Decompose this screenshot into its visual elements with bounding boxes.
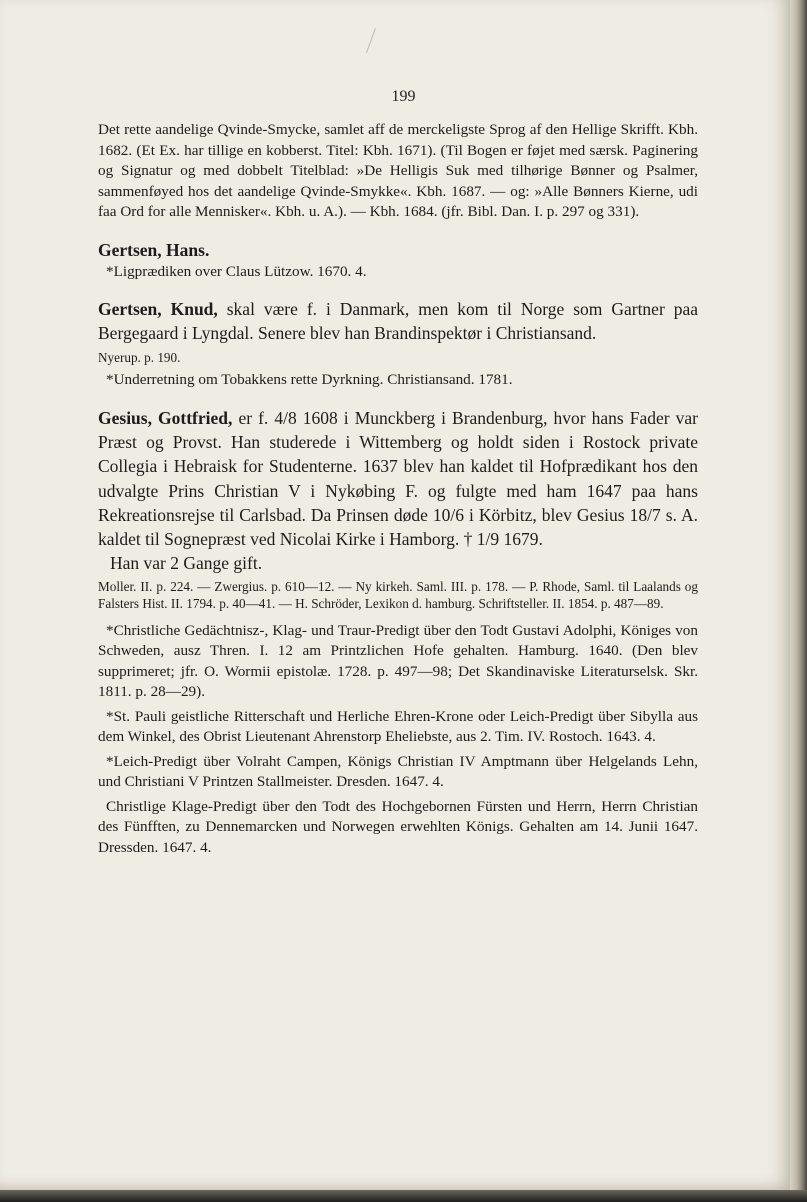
entry-heading: [98, 297, 698, 345]
entry-name: Gesius, Gottfried,: [98, 407, 233, 428]
references: Nyerup. p. 190.: [98, 349, 181, 365]
page-bottom-edge: [0, 1190, 807, 1202]
work-item: *Leich-Predigt über Volraht Campen, Königs Christian IV Amptmann über Helgelands Lehn, und Christiani V Printzen Stallmeister. Dresden. 1647. 4.: [98, 752, 698, 791]
entry-bio: skal være f. i Danmark, men kom til Norge som Gartner paa Bergegaard i Lyngdal. Senere blev han Brandinspektør i Christiansand.: [98, 299, 699, 344]
pencil-mark: [366, 28, 389, 58]
entry-bio: er f. 4/8 1608 i Munckberg i Brandenburg, hvor hans Fader var Præst og Provst. Han studerede i Wittemberg og holdt siden i Rostock private Collegia i Hebraisk for Studenterne. 1637 blev han kaldet til Hofprædikant hos den udvalgte Prins Christian V i Nykøbing F. og fulgte med ham 1647 paa hans Rekreationsrejse til Carlsbad. Da Prinsen døde 10/6 i Körbitz, blev Gesius 18/7 s. A. kaldet til Sognepræst ved Nicolai Kirke i Hamborg. † 1/9 1679.: [98, 407, 698, 549]
work-item: *Underretning om Tobakkens rette Dyrkning. Christiansand. 1781.: [106, 371, 513, 389]
work-item: *Christliche Gedächtnisz-, Klag- und Traur-Predigt über den Todt Gustavi Adolphi, Königes von Schweden, ausz Thren. I. 12 am Printzlichen Hofe gehalten. Hamburg. 1640. (Den blev supprimeret; jfr. O. Wormii epistolæ. 1728. p. 497—98; Det Skandinaviske Literaturselsk. Skr. 1811. p. 28—29).: [98, 621, 698, 701]
work-item: *Ligprædiken over Claus Lützow. 1670. 4.: [106, 262, 367, 280]
work-item: *St. Pauli geistliche Ritterschaft und Herliche Ehren-Krone oder Leich-Predigt über Sibylla aus dem Winkel, des Obrist Lieutenant Ahrenstorp Eheliebste, aus 2. Tim. IV. Rostoch. 1643. 4.: [98, 707, 698, 746]
page-number: 199: [391, 88, 416, 105]
page-content: [98, 120, 698, 858]
entry-name: Gertsen, Knud,: [98, 299, 218, 320]
references: Moller. II. p. 224. — Zwergius. p. 610—12. — Ny kirkeh. Saml. III. p. 178. — P. Rhode, Saml. til Laalands og Falsters Hist. II. 1794. p. 40—41. — H. Schröder, Lexikon d. hamburg. Schriftsteller. II. 1854. p. 487—89.: [98, 579, 698, 612]
entry-heading: [98, 406, 698, 551]
entry-heading: [98, 238, 698, 262]
page-edge: [790, 0, 807, 1202]
entry-name: Gertsen, Hans.: [98, 239, 210, 260]
intro-paragraph: Det rette aandelige Qvinde-Smycke, samlet aff de merckeligste Sprog af den Hellige Skrifft. Kbh. 1682. (Et Ex. har tillige en kobberst. Titel: Kbh. 1671). (Til Bogen er føjet med særsk. Paginering og Signatur og med dobbelt Titelblad: »De Helligis Suk med tilhørige Bønner og Psalmer, sammenføyed hos det aandelige Qvinde-Smykke«. Kbh. 1687. — og: »Alle Bønners Kierne, udi faa Ord for alle Mennisker«. Kbh. u. A.). — Kbh. 1684. (jfr. Bibl. Dan. I. p. 297 og 331).: [98, 121, 698, 220]
entry-bio-continued: Han var 2 Gange gift.: [110, 553, 263, 574]
work-item: Christlige Klage-Predigt über den Todt des Hochgebornen Fürsten und Herrn, Herrn Christian des Fünfften, zu Dennemarcken und Norwegen erwehlten Königs. Gehalten am 14. Junii 1647. Dressden. 1647. 4.: [98, 797, 698, 856]
